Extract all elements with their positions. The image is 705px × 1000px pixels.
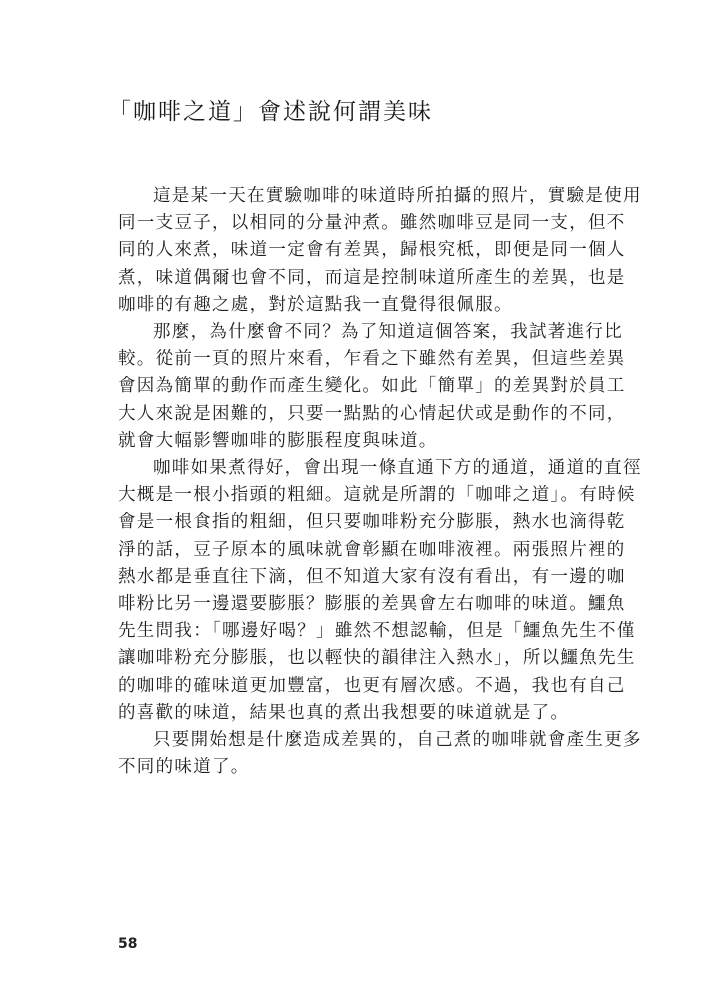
text-line: 讓咖啡粉充分膨脹，也以輕快的韻律注入熱水」，所以鱷魚先生 bbox=[118, 648, 636, 669]
text-line: 淨的話，豆子原本的風味就會彰顯在咖啡液裡。兩張照片裡的 bbox=[118, 539, 626, 560]
text-line: 會是一根食指的粗細，但只要咖啡粉充分膨脹，熱水也滴得乾 bbox=[118, 512, 626, 533]
text-line: 只要開始想是什麼造成差異的，自己煮的咖啡就會產生更多 bbox=[153, 730, 642, 751]
text-line: 不同的味道了。 bbox=[118, 757, 250, 778]
paragraph-3 bbox=[118, 455, 642, 727]
text-line: 同一支豆子，以相同的分量沖煮。雖然咖啡豆是同一支，但不 bbox=[118, 213, 626, 234]
chapter-title: 「咖啡之道」會述說何謂美味 bbox=[108, 99, 433, 125]
text-line: 會因為簡單的動作而產生變化。如此「簡單」的差異對於員工 bbox=[118, 376, 626, 397]
text-line: 大人來說是困難的，只要一點點的心情起伏或是動作的不同， bbox=[118, 403, 626, 424]
text-line: 咖啡如果煮得好，會出現一條直通下方的通道，通道的直徑 bbox=[153, 458, 642, 479]
text-line: 較。從前一頁的照片來看，乍看之下雖然有差異，但這些差異 bbox=[118, 349, 626, 370]
text-line: 的咖啡的確味道更加豐富，也更有層次感。不過，我也有自己 bbox=[118, 675, 626, 696]
paragraph-4 bbox=[118, 727, 642, 781]
text-line: 的喜歡的味道，結果也真的煮出我想要的味道就是了。 bbox=[118, 702, 570, 723]
text-line: 熱水都是垂直往下滴，但不知道大家有沒有看出，有一邊的咖 bbox=[118, 566, 626, 587]
text-line: 煮，味道偶爾也會不同，而這是控制味道所產生的差異，也是 bbox=[118, 267, 626, 288]
body-text bbox=[118, 183, 642, 781]
text-line: 咖啡的有趣之處，對於這點我一直覺得很佩服。 bbox=[118, 294, 513, 315]
text-line: 啡粉比另一邊還要膨脹？膨脹的差異會左右咖啡的味道。鱷魚 bbox=[118, 594, 626, 615]
text-line: 這是某一天在實驗咖啡的味道時所拍攝的照片，實驗是使用 bbox=[153, 186, 642, 206]
paragraph-2 bbox=[118, 319, 626, 455]
text-line: 同的人來煮，味道一定會有差異，歸根究柢，即便是同一個人 bbox=[118, 240, 626, 261]
text-line: 大概是一根小指頭的粗細。這就是所謂的「咖啡之道」。有時候 bbox=[118, 485, 636, 506]
page-number: 58 bbox=[118, 936, 138, 952]
paragraph-1 bbox=[118, 183, 642, 319]
text-line: 先生問我：「哪邊好喝？」雖然不想認輸，但是「鱷魚先生不僅 bbox=[118, 621, 636, 642]
text-line: 就會大幅影響咖啡的膨脹程度與味道。 bbox=[118, 430, 438, 451]
text-line: 那麼，為什麼會不同？為了知道這個答案，我試著進行比 bbox=[153, 322, 623, 343]
